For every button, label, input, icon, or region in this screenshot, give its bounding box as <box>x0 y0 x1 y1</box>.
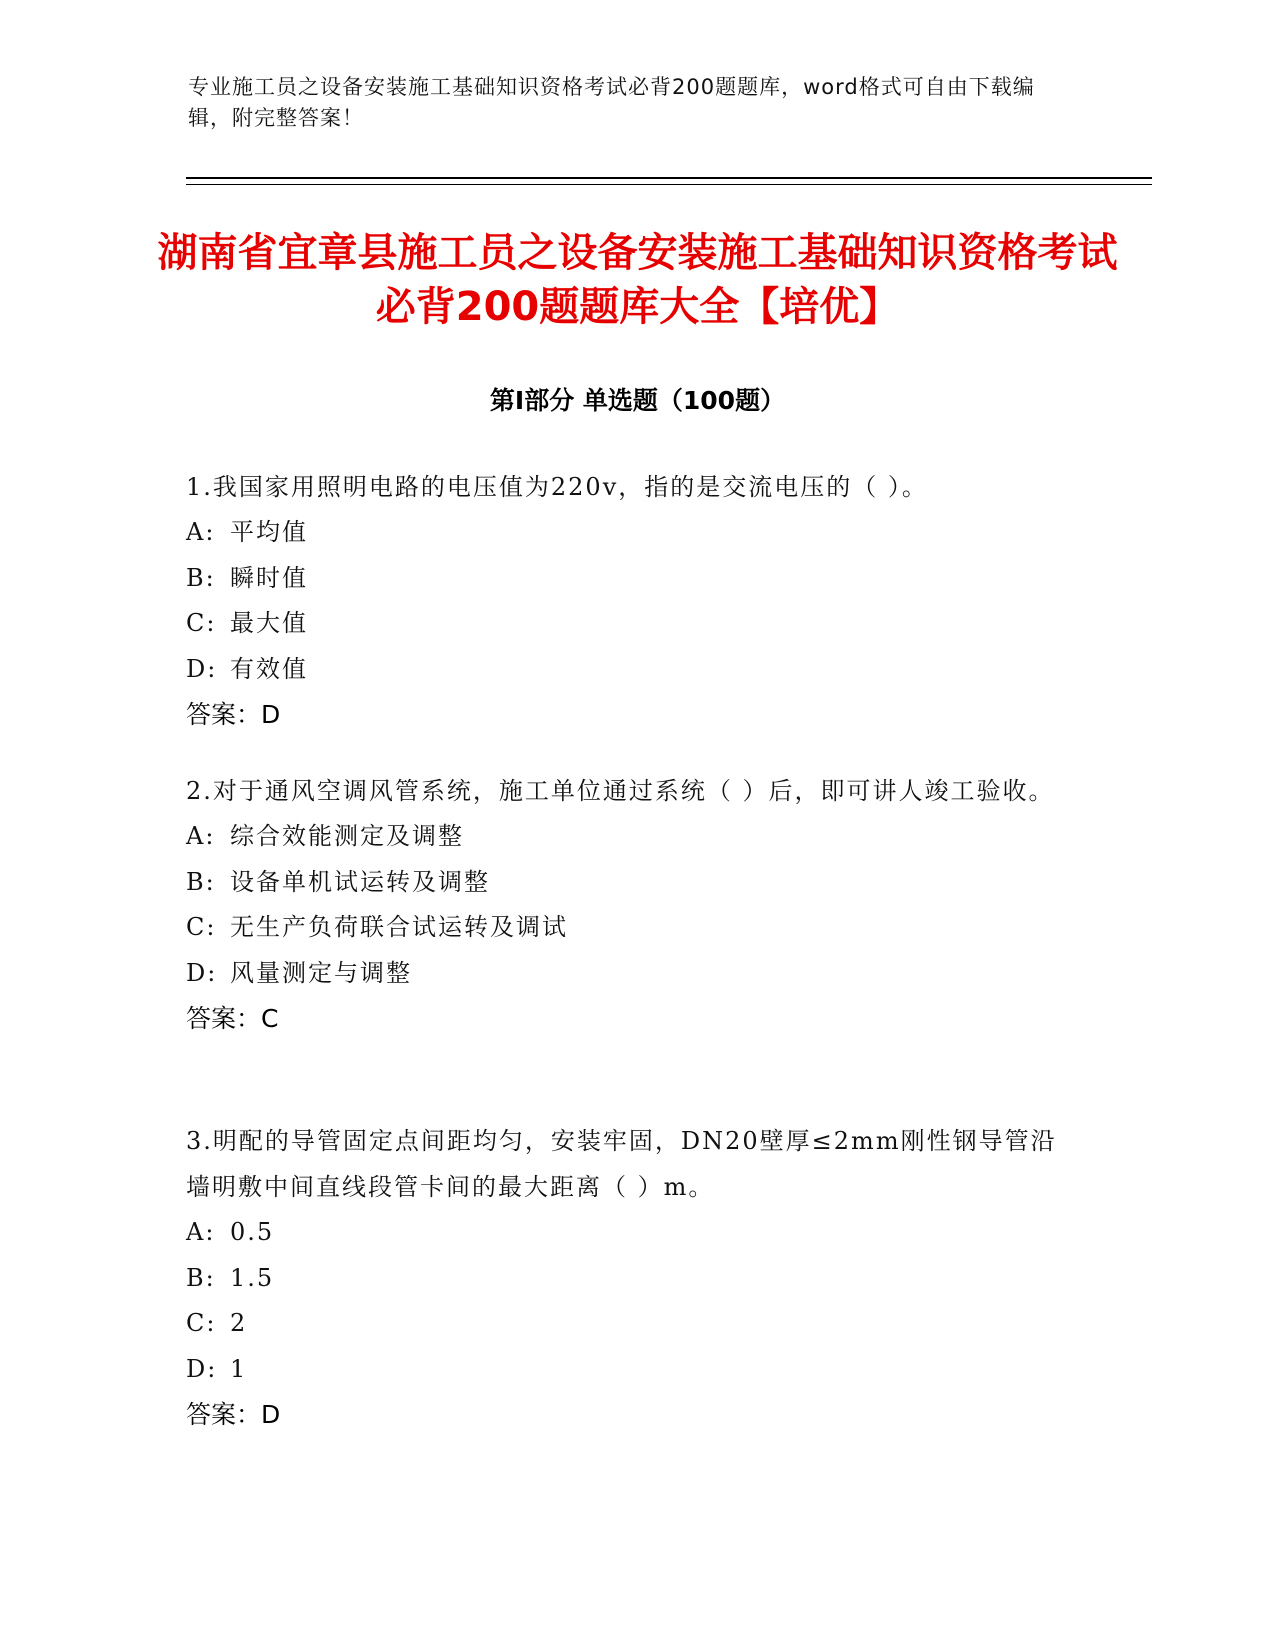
answer-label: 答案： <box>186 1400 262 1429</box>
option-text: 平均值 <box>230 518 308 546</box>
option-text: 有效值 <box>230 654 308 683</box>
option-text: 无生产负荷联合试运转及调试 <box>230 913 568 941</box>
option-letter: D: <box>186 1354 218 1383</box>
option-b <box>186 1256 1076 1302</box>
option-letter: A: <box>186 518 216 546</box>
option-letter: B: <box>186 563 216 592</box>
option-b <box>186 860 1076 906</box>
header-note: 专业施工员之设备安装施工基础知识资格考试必背200题题库，word格式可自由下载编辑，附完整答案！ <box>188 75 1035 130</box>
section-title: 第Ⅰ部分 单选题（100题） <box>489 386 786 415</box>
option-a <box>186 814 1076 860</box>
question-stem: 1.我国家用照明电路的电压值为220v，指的是交流电压的（ ）。 <box>186 473 928 501</box>
option-letter: B: <box>186 867 216 896</box>
answer-value: D <box>261 700 281 729</box>
option-letter: C: <box>186 1309 217 1337</box>
option-letter: A: <box>186 822 216 850</box>
answer-label: 答案： <box>186 1004 262 1033</box>
option-a <box>186 1210 1076 1256</box>
option-letter: C: <box>186 913 217 941</box>
option-a <box>186 510 1076 556</box>
option-text: 风量测定与调整 <box>230 958 412 987</box>
option-text: 设备单机试运转及调整 <box>230 867 490 896</box>
question-stem: 3.明配的导管固定点间距均匀，安装牢固，DN20壁厚≤2mm刚性钢导管沿墙明敷中间直线段管卡间的最大距离（ ）m。 <box>186 1127 1057 1201</box>
option-c <box>186 905 1076 951</box>
answer-line <box>186 996 1076 1042</box>
option-text: 瞬时值 <box>230 563 308 592</box>
option-text: 2 <box>230 1309 248 1337</box>
option-d <box>186 647 1076 693</box>
question-1 <box>186 464 1076 738</box>
option-letter: C: <box>186 609 217 637</box>
option-letter: B: <box>186 1263 216 1292</box>
option-letter: A: <box>186 1218 216 1246</box>
option-d <box>186 1347 1076 1393</box>
question-stem: 2.对于通风空调风管系统，施工单位通过系统（ ）后，即可讲人竣工验收。 <box>186 777 1055 805</box>
answer-label: 答案： <box>186 700 262 729</box>
option-d <box>186 951 1076 997</box>
question-3 <box>186 1118 1076 1438</box>
answer-line <box>186 1392 1076 1438</box>
option-c <box>186 601 1076 647</box>
document-title: 湖南省宜章县施工员之设备安装施工基础知识资格考试必背200题题库大全【培优】 <box>157 230 1118 330</box>
question-2 <box>186 768 1076 1042</box>
answer-value: C <box>261 1004 279 1033</box>
option-text: 1.5 <box>230 1263 275 1292</box>
header-divider-thin <box>186 184 1152 185</box>
option-b <box>186 556 1076 602</box>
option-text: 1 <box>230 1354 248 1383</box>
option-text: 0.5 <box>230 1218 275 1246</box>
option-letter: D: <box>186 654 218 683</box>
option-text: 最大值 <box>230 609 308 637</box>
option-letter: D: <box>186 958 218 987</box>
option-c <box>186 1301 1076 1347</box>
answer-value: D <box>261 1400 281 1429</box>
option-text: 综合效能测定及调整 <box>230 822 464 850</box>
header-divider-thick <box>186 177 1152 179</box>
answer-line <box>186 692 1076 738</box>
